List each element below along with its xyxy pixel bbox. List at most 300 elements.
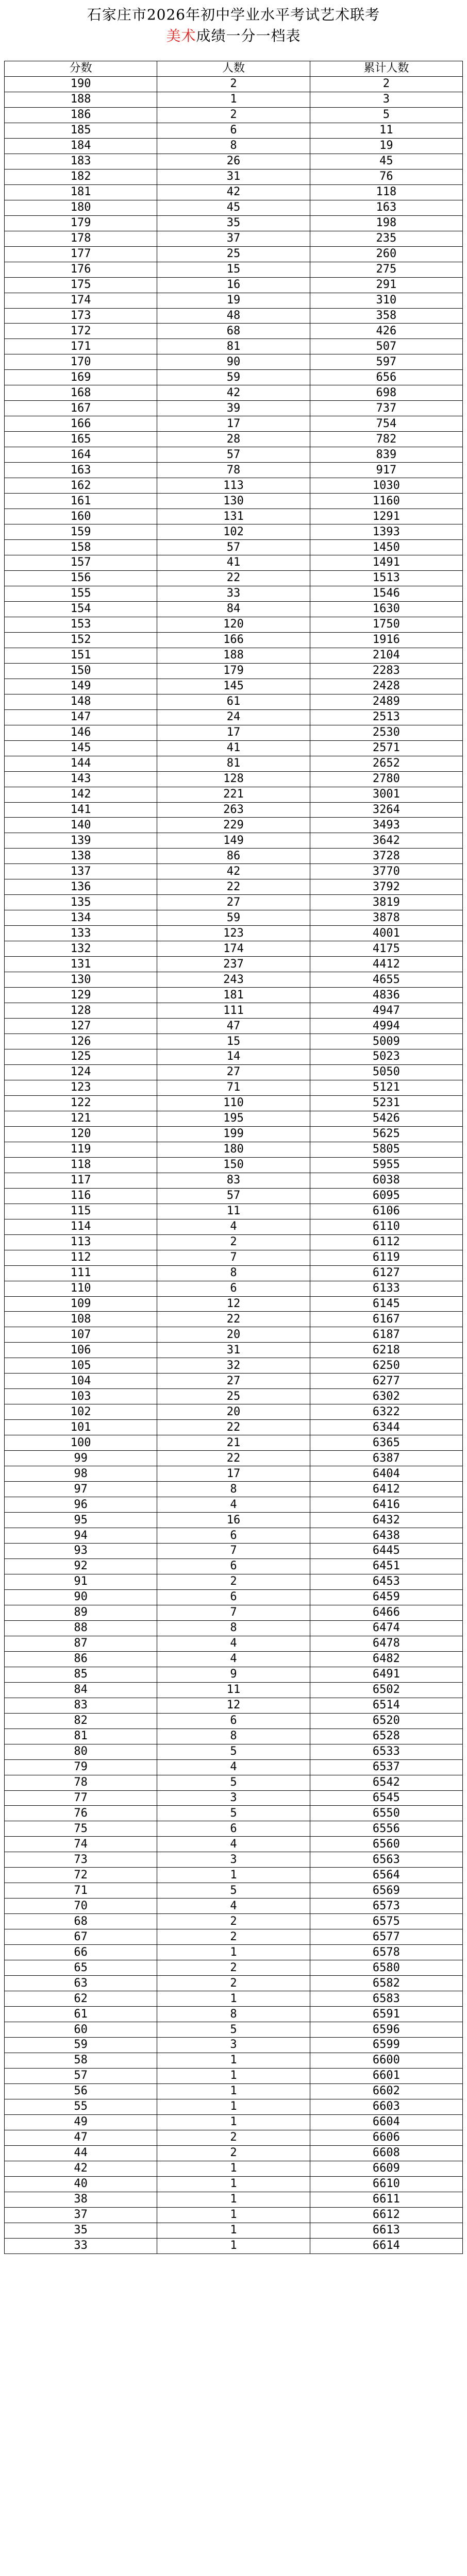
cell-count: 8 — [157, 1728, 310, 1744]
cell-cumulative: 76 — [310, 169, 462, 184]
cell-score: 111 — [5, 1265, 157, 1281]
cell-count: 81 — [157, 339, 310, 354]
cell-cumulative: 782 — [310, 432, 462, 447]
cell-cumulative: 5009 — [310, 1034, 462, 1049]
cell-cumulative: 2652 — [310, 756, 462, 771]
table-row — [5, 1389, 463, 1404]
cell-count: 221 — [157, 787, 310, 802]
cell-score: 151 — [5, 648, 157, 663]
cell-count: 78 — [157, 463, 310, 478]
cell-score: 113 — [5, 1234, 157, 1250]
cell-cumulative: 5625 — [310, 1126, 462, 1142]
table-row — [5, 1759, 463, 1775]
cell-score: 95 — [5, 1513, 157, 1528]
table-row — [5, 1327, 463, 1343]
cell-count: 16 — [157, 1513, 310, 1528]
cell-count: 12 — [157, 1698, 310, 1713]
cell-cumulative: 6302 — [310, 1389, 462, 1404]
cell-count: 22 — [157, 1420, 310, 1435]
cell-score: 177 — [5, 246, 157, 262]
cell-score: 107 — [5, 1327, 157, 1343]
cell-count: 1 — [157, 2192, 310, 2207]
table-row — [5, 1482, 463, 1497]
cell-count: 7 — [157, 1250, 310, 1265]
cell-score: 97 — [5, 1482, 157, 1497]
cell-cumulative: 4001 — [310, 926, 462, 941]
cell-count: 61 — [157, 694, 310, 709]
cell-score: 166 — [5, 416, 157, 432]
cell-score: 174 — [5, 293, 157, 308]
cell-score: 123 — [5, 1080, 157, 1095]
cell-score: 128 — [5, 1003, 157, 1019]
table-row — [5, 509, 463, 524]
cell-cumulative: 3001 — [310, 787, 462, 802]
cell-cumulative: 6564 — [310, 1868, 462, 1883]
table-row — [5, 1574, 463, 1589]
cell-score: 169 — [5, 370, 157, 385]
cell-score: 79 — [5, 1759, 157, 1775]
cell-count: 4 — [157, 1759, 310, 1775]
cell-cumulative: 3493 — [310, 818, 462, 833]
cell-count: 2 — [157, 1574, 310, 1589]
cell-cumulative: 6322 — [310, 1404, 462, 1420]
table-row — [5, 1589, 463, 1605]
cell-score: 148 — [5, 694, 157, 709]
table-row — [5, 818, 463, 833]
cell-score: 141 — [5, 802, 157, 818]
cell-score: 101 — [5, 1420, 157, 1435]
cell-count: 33 — [157, 586, 310, 601]
cell-cumulative: 6560 — [310, 1837, 462, 1852]
cell-cumulative: 1546 — [310, 586, 462, 601]
cell-cumulative: 754 — [310, 416, 462, 432]
cell-score: 105 — [5, 1358, 157, 1374]
cell-count: 6 — [157, 123, 310, 138]
cell-score: 47 — [5, 2130, 157, 2145]
cell-score: 118 — [5, 1157, 157, 1173]
cell-score: 144 — [5, 756, 157, 771]
cell-score: 163 — [5, 463, 157, 478]
cell-count: 27 — [157, 1374, 310, 1389]
table-row — [5, 246, 463, 262]
table-row — [5, 1852, 463, 1868]
cell-cumulative: 6218 — [310, 1343, 462, 1358]
cell-count: 1 — [157, 2083, 310, 2099]
cell-count: 1 — [157, 2114, 310, 2130]
cell-cumulative: 6451 — [310, 1558, 462, 1574]
table-row — [5, 2007, 463, 2022]
table-row — [5, 879, 463, 895]
table-row — [5, 76, 463, 92]
table-row — [5, 1188, 463, 1204]
cell-count: 4 — [157, 1899, 310, 1914]
cell-count: 81 — [157, 756, 310, 771]
cell-cumulative: 4836 — [310, 988, 462, 1003]
cell-count: 59 — [157, 370, 310, 385]
cell-count: 150 — [157, 1157, 310, 1173]
cell-cumulative: 6038 — [310, 1173, 462, 1188]
cell-count: 16 — [157, 277, 310, 293]
cell-count: 24 — [157, 709, 310, 725]
cell-score: 100 — [5, 1435, 157, 1451]
cell-score: 125 — [5, 1049, 157, 1065]
cell-score: 188 — [5, 92, 157, 107]
cell-cumulative: 3728 — [310, 849, 462, 864]
cell-count: 86 — [157, 849, 310, 864]
table-row — [5, 277, 463, 293]
cell-score: 142 — [5, 787, 157, 802]
cell-score: 112 — [5, 1250, 157, 1265]
cell-cumulative: 2489 — [310, 694, 462, 709]
table-row — [5, 339, 463, 354]
cell-count: 120 — [157, 617, 310, 632]
table-row — [5, 617, 463, 632]
cell-count: 2 — [157, 1976, 310, 1991]
cell-count: 1 — [157, 2053, 310, 2068]
cell-score: 122 — [5, 1095, 157, 1111]
table-row — [5, 941, 463, 957]
cell-cumulative: 6277 — [310, 1374, 462, 1389]
cell-count: 1 — [157, 2223, 310, 2238]
table-row — [5, 401, 463, 416]
table-row — [5, 416, 463, 432]
cell-count: 2 — [157, 1234, 310, 1250]
cell-cumulative: 3 — [310, 92, 462, 107]
cell-count: 1 — [157, 2207, 310, 2223]
cell-count: 5 — [157, 2022, 310, 2038]
cell-score: 155 — [5, 586, 157, 601]
cell-count: 2 — [157, 76, 310, 92]
cell-score: 190 — [5, 76, 157, 92]
cell-cumulative: 917 — [310, 463, 462, 478]
cell-score: 84 — [5, 1682, 157, 1698]
cell-cumulative: 291 — [310, 277, 462, 293]
table-row — [5, 354, 463, 370]
cell-score: 99 — [5, 1451, 157, 1466]
cell-cumulative: 6119 — [310, 1250, 462, 1265]
cell-score: 42 — [5, 2161, 157, 2176]
cell-count: 128 — [157, 771, 310, 787]
table-row — [5, 586, 463, 601]
cell-score: 164 — [5, 447, 157, 463]
cell-count: 130 — [157, 494, 310, 509]
table-row — [5, 555, 463, 571]
page-title: 石家庄市2026年初中学业水平考试艺术联考 — [87, 6, 380, 23]
table-row — [5, 1435, 463, 1451]
cell-cumulative: 2 — [310, 76, 462, 92]
cell-cumulative: 1750 — [310, 617, 462, 632]
cell-cumulative: 6583 — [310, 1991, 462, 2007]
table-row — [5, 1960, 463, 1976]
cell-score: 138 — [5, 849, 157, 864]
cell-cumulative: 6606 — [310, 2130, 462, 2145]
table-row — [5, 895, 463, 910]
cell-cumulative: 6404 — [310, 1466, 462, 1482]
cell-cumulative: 6608 — [310, 2145, 462, 2161]
cell-cumulative: 6250 — [310, 1358, 462, 1374]
table-row — [5, 864, 463, 879]
cell-score: 104 — [5, 1374, 157, 1389]
cell-count: 83 — [157, 1173, 310, 1188]
table-row — [5, 849, 463, 864]
cell-score: 131 — [5, 957, 157, 972]
cell-score: 86 — [5, 1651, 157, 1667]
cell-score: 171 — [5, 339, 157, 354]
cell-count: 131 — [157, 509, 310, 524]
cell-cumulative: 6106 — [310, 1204, 462, 1219]
cell-score: 38 — [5, 2192, 157, 2207]
cell-score: 184 — [5, 138, 157, 154]
cell-score: 145 — [5, 740, 157, 756]
cell-cumulative: 5955 — [310, 1157, 462, 1173]
table-row — [5, 2038, 463, 2053]
cell-count: 32 — [157, 1358, 310, 1374]
cell-score: 96 — [5, 1497, 157, 1513]
cell-cumulative: 6573 — [310, 1899, 462, 1914]
table-row — [5, 324, 463, 339]
cell-score: 88 — [5, 1620, 157, 1636]
cell-count: 71 — [157, 1080, 310, 1095]
cell-count: 19 — [157, 293, 310, 308]
cell-count: 1 — [157, 1868, 310, 1883]
table-row — [5, 1034, 463, 1049]
cell-cumulative: 6575 — [310, 1914, 462, 1929]
cell-cumulative: 2428 — [310, 679, 462, 694]
table-row — [5, 1513, 463, 1528]
cell-cumulative: 6365 — [310, 1435, 462, 1451]
cell-cumulative: 6556 — [310, 1821, 462, 1837]
cell-cumulative: 3770 — [310, 864, 462, 879]
cell-count: 42 — [157, 184, 310, 200]
cell-score: 162 — [5, 478, 157, 494]
cell-score: 154 — [5, 601, 157, 617]
cell-count: 188 — [157, 648, 310, 663]
cell-count: 199 — [157, 1126, 310, 1142]
table-row — [5, 2130, 463, 2145]
cell-count: 1 — [157, 2161, 310, 2176]
table-body — [5, 76, 463, 2253]
cell-cumulative: 6612 — [310, 2207, 462, 2223]
cell-count: 22 — [157, 1312, 310, 1327]
cell-count: 6 — [157, 1281, 310, 1296]
cell-score: 103 — [5, 1389, 157, 1404]
table-row — [5, 2053, 463, 2068]
cell-score: 49 — [5, 2114, 157, 2130]
table-row — [5, 1620, 463, 1636]
cell-count: 1 — [157, 1945, 310, 1960]
cell-count: 11 — [157, 1204, 310, 1219]
cell-cumulative: 275 — [310, 262, 462, 277]
cell-count: 27 — [157, 1064, 310, 1080]
table-row — [5, 1713, 463, 1728]
cell-cumulative: 737 — [310, 401, 462, 416]
table-row — [5, 2176, 463, 2192]
cell-cumulative: 6133 — [310, 1281, 462, 1296]
table-row — [5, 833, 463, 849]
table-row — [5, 1744, 463, 1759]
cell-cumulative: 2104 — [310, 648, 462, 663]
page-subtitle — [0, 26, 467, 46]
table-row — [5, 1497, 463, 1513]
cell-cumulative: 6602 — [310, 2083, 462, 2099]
table-row — [5, 694, 463, 709]
cell-score: 94 — [5, 1528, 157, 1544]
cell-cumulative: 4412 — [310, 957, 462, 972]
cell-score: 57 — [5, 2068, 157, 2083]
cell-cumulative: 6577 — [310, 1929, 462, 1945]
cell-score: 178 — [5, 231, 157, 246]
cell-count: 15 — [157, 262, 310, 277]
cell-score: 137 — [5, 864, 157, 879]
table-row — [5, 1728, 463, 1744]
cell-score: 89 — [5, 1605, 157, 1620]
cell-score: 73 — [5, 1852, 157, 1868]
cell-score: 165 — [5, 432, 157, 447]
cell-score: 55 — [5, 2099, 157, 2114]
table-row — [5, 2068, 463, 2083]
table-row — [5, 601, 463, 617]
cell-score: 159 — [5, 524, 157, 540]
cell-score: 143 — [5, 771, 157, 787]
cell-score: 129 — [5, 988, 157, 1003]
table-row — [5, 1528, 463, 1544]
cell-score: 58 — [5, 2053, 157, 2068]
table-row — [5, 1790, 463, 1806]
cell-cumulative: 6110 — [310, 1219, 462, 1234]
table-row — [5, 1204, 463, 1219]
cell-score: 70 — [5, 1899, 157, 1914]
cell-count: 12 — [157, 1296, 310, 1312]
table-row — [5, 447, 463, 463]
cell-count: 8 — [157, 138, 310, 154]
table-row — [5, 2099, 463, 2114]
cell-cumulative: 3264 — [310, 802, 462, 818]
cell-count: 5 — [157, 1775, 310, 1790]
table-row — [5, 570, 463, 586]
cell-count: 237 — [157, 957, 310, 972]
cell-count: 181 — [157, 988, 310, 1003]
cell-cumulative: 6145 — [310, 1296, 462, 1312]
cell-count: 3 — [157, 2038, 310, 2053]
table-row — [5, 1775, 463, 1790]
table-row — [5, 1142, 463, 1157]
cell-count: 4 — [157, 1497, 310, 1513]
score-distribution-table — [4, 61, 463, 2254]
cell-count: 5 — [157, 1744, 310, 1759]
cell-score: 180 — [5, 200, 157, 215]
cell-score: 121 — [5, 1111, 157, 1126]
table-row — [5, 123, 463, 138]
table-row — [5, 663, 463, 679]
table-row — [5, 200, 463, 215]
cell-cumulative: 1450 — [310, 540, 462, 555]
cell-cumulative: 6482 — [310, 1651, 462, 1667]
table-row — [5, 1698, 463, 1713]
cell-score: 149 — [5, 679, 157, 694]
cell-count: 9 — [157, 1667, 310, 1682]
table-row — [5, 231, 463, 246]
cell-cumulative: 4175 — [310, 941, 462, 957]
cell-cumulative: 6387 — [310, 1451, 462, 1466]
cell-count: 4 — [157, 1219, 310, 1234]
cell-score: 167 — [5, 401, 157, 416]
cell-score: 106 — [5, 1343, 157, 1358]
cell-cumulative: 6610 — [310, 2176, 462, 2192]
cell-cumulative: 6533 — [310, 1744, 462, 1759]
table-row — [5, 2192, 463, 2207]
cell-count: 25 — [157, 1389, 310, 1404]
cell-count: 7 — [157, 1605, 310, 1620]
cell-cumulative: 6580 — [310, 1960, 462, 1976]
cell-count: 1 — [157, 92, 310, 107]
cell-cumulative: 2571 — [310, 740, 462, 756]
cell-score: 172 — [5, 324, 157, 339]
cell-score: 182 — [5, 169, 157, 184]
cell-count: 28 — [157, 432, 310, 447]
table-row — [5, 1929, 463, 1945]
cell-cumulative: 6603 — [310, 2099, 462, 2114]
cell-cumulative: 1630 — [310, 601, 462, 617]
cell-count: 6 — [157, 1558, 310, 1574]
cell-cumulative: 6474 — [310, 1620, 462, 1636]
cell-cumulative: 6459 — [310, 1589, 462, 1605]
table-row — [5, 92, 463, 107]
cell-cumulative: 310 — [310, 293, 462, 308]
cell-count: 1 — [157, 1991, 310, 2007]
cell-count: 5 — [157, 1806, 310, 1821]
table-row — [5, 2238, 463, 2253]
cell-cumulative: 2283 — [310, 663, 462, 679]
cell-count: 21 — [157, 1435, 310, 1451]
table-row — [5, 1404, 463, 1420]
cell-score: 134 — [5, 910, 157, 926]
cell-score: 135 — [5, 895, 157, 910]
table-row — [5, 1374, 463, 1389]
cell-score: 110 — [5, 1281, 157, 1296]
cell-score: 66 — [5, 1945, 157, 1960]
cell-cumulative: 6438 — [310, 1528, 462, 1544]
cell-count: 1 — [157, 2099, 310, 2114]
cell-cumulative: 6591 — [310, 2007, 462, 2022]
table-row — [5, 1219, 463, 1234]
cell-cumulative: 5231 — [310, 1095, 462, 1111]
cell-cumulative: 163 — [310, 200, 462, 215]
table-row — [5, 1296, 463, 1312]
cell-cumulative: 5023 — [310, 1049, 462, 1065]
cell-count: 8 — [157, 2007, 310, 2022]
cell-score: 133 — [5, 926, 157, 941]
subtitle-rest: 成绩一分一档表 — [196, 27, 301, 44]
cell-count: 45 — [157, 200, 310, 215]
cell-count: 111 — [157, 1003, 310, 1019]
cell-score: 75 — [5, 1821, 157, 1837]
cell-score: 147 — [5, 709, 157, 725]
cell-cumulative: 6095 — [310, 1188, 462, 1204]
cell-score: 170 — [5, 354, 157, 370]
table-row — [5, 632, 463, 648]
cell-count: 17 — [157, 1466, 310, 1482]
table-row — [5, 370, 463, 385]
cell-cumulative: 19 — [310, 138, 462, 154]
table-row — [5, 771, 463, 787]
table-row — [5, 2022, 463, 2038]
cell-score: 168 — [5, 385, 157, 401]
cell-cumulative: 3878 — [310, 910, 462, 926]
cell-cumulative: 1030 — [310, 478, 462, 494]
cell-cumulative: 6412 — [310, 1482, 462, 1497]
cell-cumulative: 6578 — [310, 1945, 462, 1960]
cell-score: 35 — [5, 2223, 157, 2238]
